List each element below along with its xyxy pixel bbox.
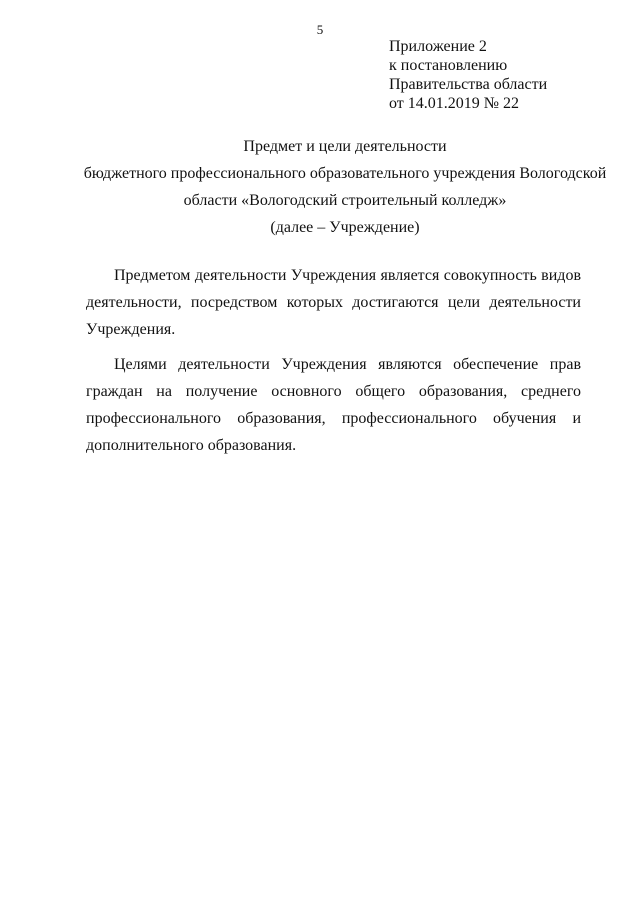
paragraph-subject: Предметом деятельности Учреждения является совокупность видов деятельности, посредством которых достигаются цели деятельности Учреждения. (86, 267, 581, 338)
appendix-line: Приложение 2 (389, 38, 487, 55)
title-line: Предмет и цели деятельности (243, 138, 447, 155)
title-line: (далее – Учреждение) (270, 219, 420, 236)
appendix-line: Правительства области (389, 76, 548, 93)
appendix-line: от 14.01.2019 № 22 (389, 95, 520, 112)
title-line: бюджетного профессионального образовательного учреждения Вологодской (83, 165, 607, 182)
title-line: области «Вологодский строительный колледж» (183, 192, 507, 209)
paragraph-goals: Целями деятельности Учреждения являются обеспечение прав граждан на получение основного общего образования, среднего профессионального образования, профессионального обучения и дополнительного образования. (86, 356, 581, 454)
document-title (60, 133, 630, 241)
document-body (86, 262, 581, 459)
appendix-header (389, 37, 619, 113)
appendix-line: к постановлению (389, 57, 508, 74)
page-number: 5 (316, 22, 324, 37)
